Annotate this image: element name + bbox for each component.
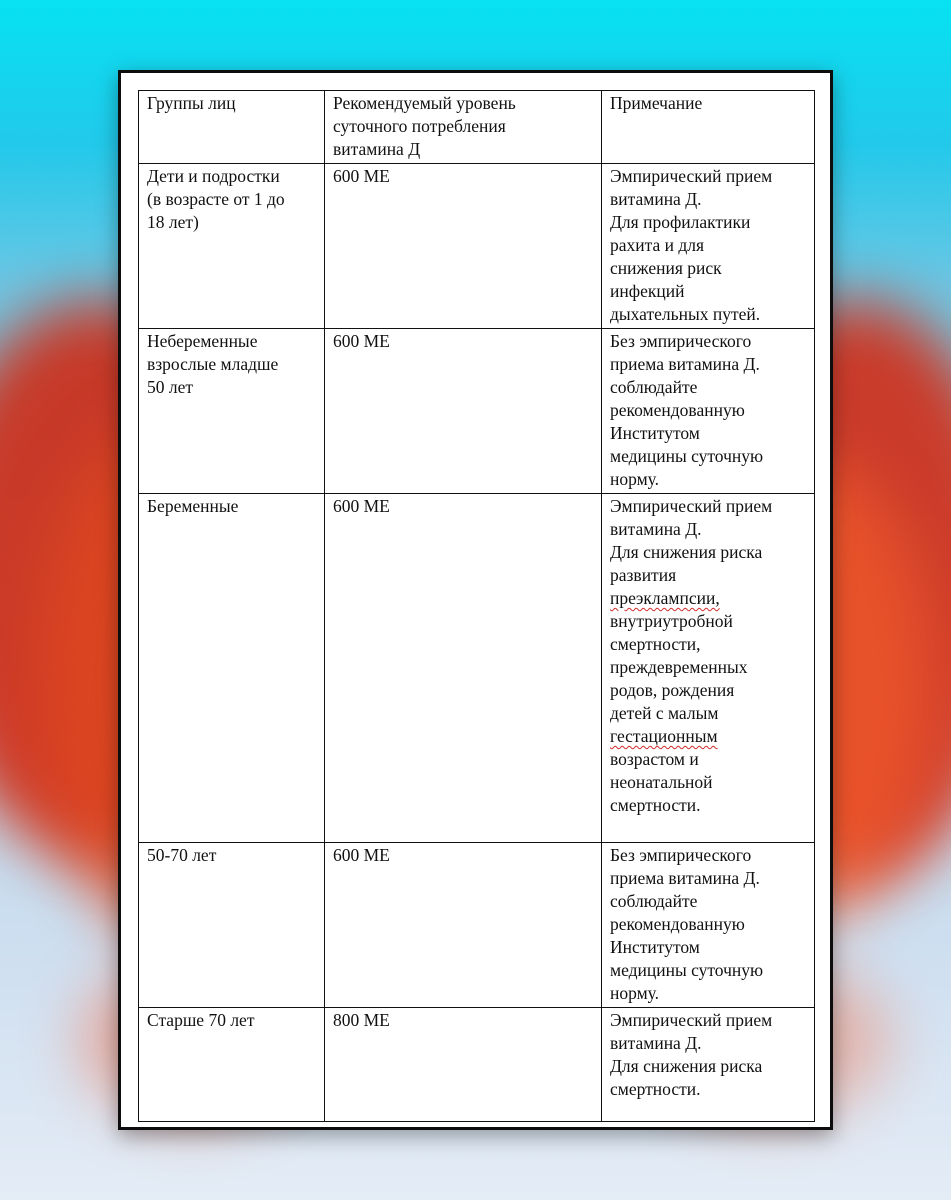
header-level-line: витамина Д (333, 139, 421, 159)
note-line: рекомендованную (610, 400, 745, 420)
table-header-row (139, 91, 815, 164)
dose-cell (325, 1008, 602, 1122)
note-line: Эмпирический прием (610, 496, 773, 516)
note-line: рекомендованную (610, 914, 745, 934)
note-line: медицины суточную (610, 446, 764, 466)
note-line: преждевременных (610, 657, 748, 677)
note-line: рахита и для (610, 235, 705, 255)
note-line: Для снижения риска (610, 542, 763, 562)
note-line: Для профилактики (610, 212, 751, 232)
header-note (602, 91, 815, 164)
dose-cell (325, 494, 602, 843)
document-card (118, 70, 833, 1130)
dose-value: 800 МЕ (333, 1010, 390, 1030)
group-cell (139, 494, 325, 843)
note-line: возрастом и (610, 749, 699, 769)
note-line: развития (610, 565, 677, 585)
note-line-spellcheck: гестационным (610, 726, 718, 746)
header-level (325, 91, 602, 164)
table-row (139, 329, 815, 494)
group-cell (139, 1008, 325, 1122)
note-line: норму. (610, 469, 660, 489)
header-note-line: Примечание (610, 93, 703, 113)
note-line: Для снижения риска (610, 1056, 763, 1076)
dose-cell (325, 164, 602, 329)
table-row (139, 843, 815, 1008)
dose-value: 600 МЕ (333, 331, 390, 351)
dose-value: 600 МЕ (333, 496, 390, 516)
note-line: смертности. (610, 795, 701, 815)
note-line: неонатальной (610, 772, 713, 792)
note-cell (602, 843, 815, 1008)
note-line: соблюдайте (610, 891, 698, 911)
group-line: взрослые младше (147, 354, 279, 374)
note-line: Институтом (610, 423, 700, 443)
note-line: детей с малым (610, 703, 719, 723)
group-line: Старше 70 лет (147, 1010, 255, 1030)
note-cell (602, 1008, 815, 1122)
table-row (139, 494, 815, 843)
group-line: Небеременные (147, 331, 258, 351)
note-cell (602, 164, 815, 329)
note-cell (602, 329, 815, 494)
note-line: соблюдайте (610, 377, 698, 397)
header-group-line: Группы лиц (147, 93, 236, 113)
group-line: Беременные (147, 496, 239, 516)
group-line: (в возрасте от 1 до (147, 189, 285, 209)
note-line: норму. (610, 983, 660, 1003)
note-line: витамина Д. (610, 189, 702, 209)
note-line: Без эмпирического (610, 331, 752, 351)
group-cell (139, 843, 325, 1008)
note-line: смертности, (610, 634, 701, 654)
note-line: Без эмпирического (610, 845, 752, 865)
note-line: медицины суточную (610, 960, 764, 980)
dose-value: 600 МЕ (333, 166, 390, 186)
note-line: Эмпирический прием (610, 166, 773, 186)
dose-cell (325, 329, 602, 494)
note-line: Эмпирический прием (610, 1010, 773, 1030)
note-line: витамина Д. (610, 1033, 702, 1053)
note-line: смертности. (610, 1079, 701, 1099)
dose-cell (325, 843, 602, 1008)
group-cell (139, 164, 325, 329)
note-line: витамина Д. (610, 519, 702, 539)
group-line: Дети и подростки (147, 166, 280, 186)
note-line: инфекций (610, 281, 685, 301)
group-line: 50 лет (147, 377, 194, 397)
header-group (139, 91, 325, 164)
header-level-line: суточного потребления (333, 116, 506, 136)
dose-value: 600 МЕ (333, 845, 390, 865)
group-line: 18 лет) (147, 212, 199, 232)
note-cell (602, 494, 815, 843)
group-line: 50-70 лет (147, 845, 217, 865)
note-line: внутриутробной (610, 611, 733, 631)
note-line: родов, рождения (610, 680, 735, 700)
note-line: приема витамина Д. (610, 354, 760, 374)
note-line-spellcheck: преэклампсии, (610, 588, 720, 608)
note-line: дыхательных путей. (610, 304, 761, 324)
table-row (139, 1008, 815, 1122)
header-level-line: Рекомендуемый уровень (333, 93, 516, 113)
vitamin-d-table (138, 90, 815, 1122)
note-line: Институтом (610, 937, 700, 957)
note-line: снижения риск (610, 258, 722, 278)
table-row (139, 164, 815, 329)
group-cell (139, 329, 325, 494)
note-line: приема витамина Д. (610, 868, 760, 888)
